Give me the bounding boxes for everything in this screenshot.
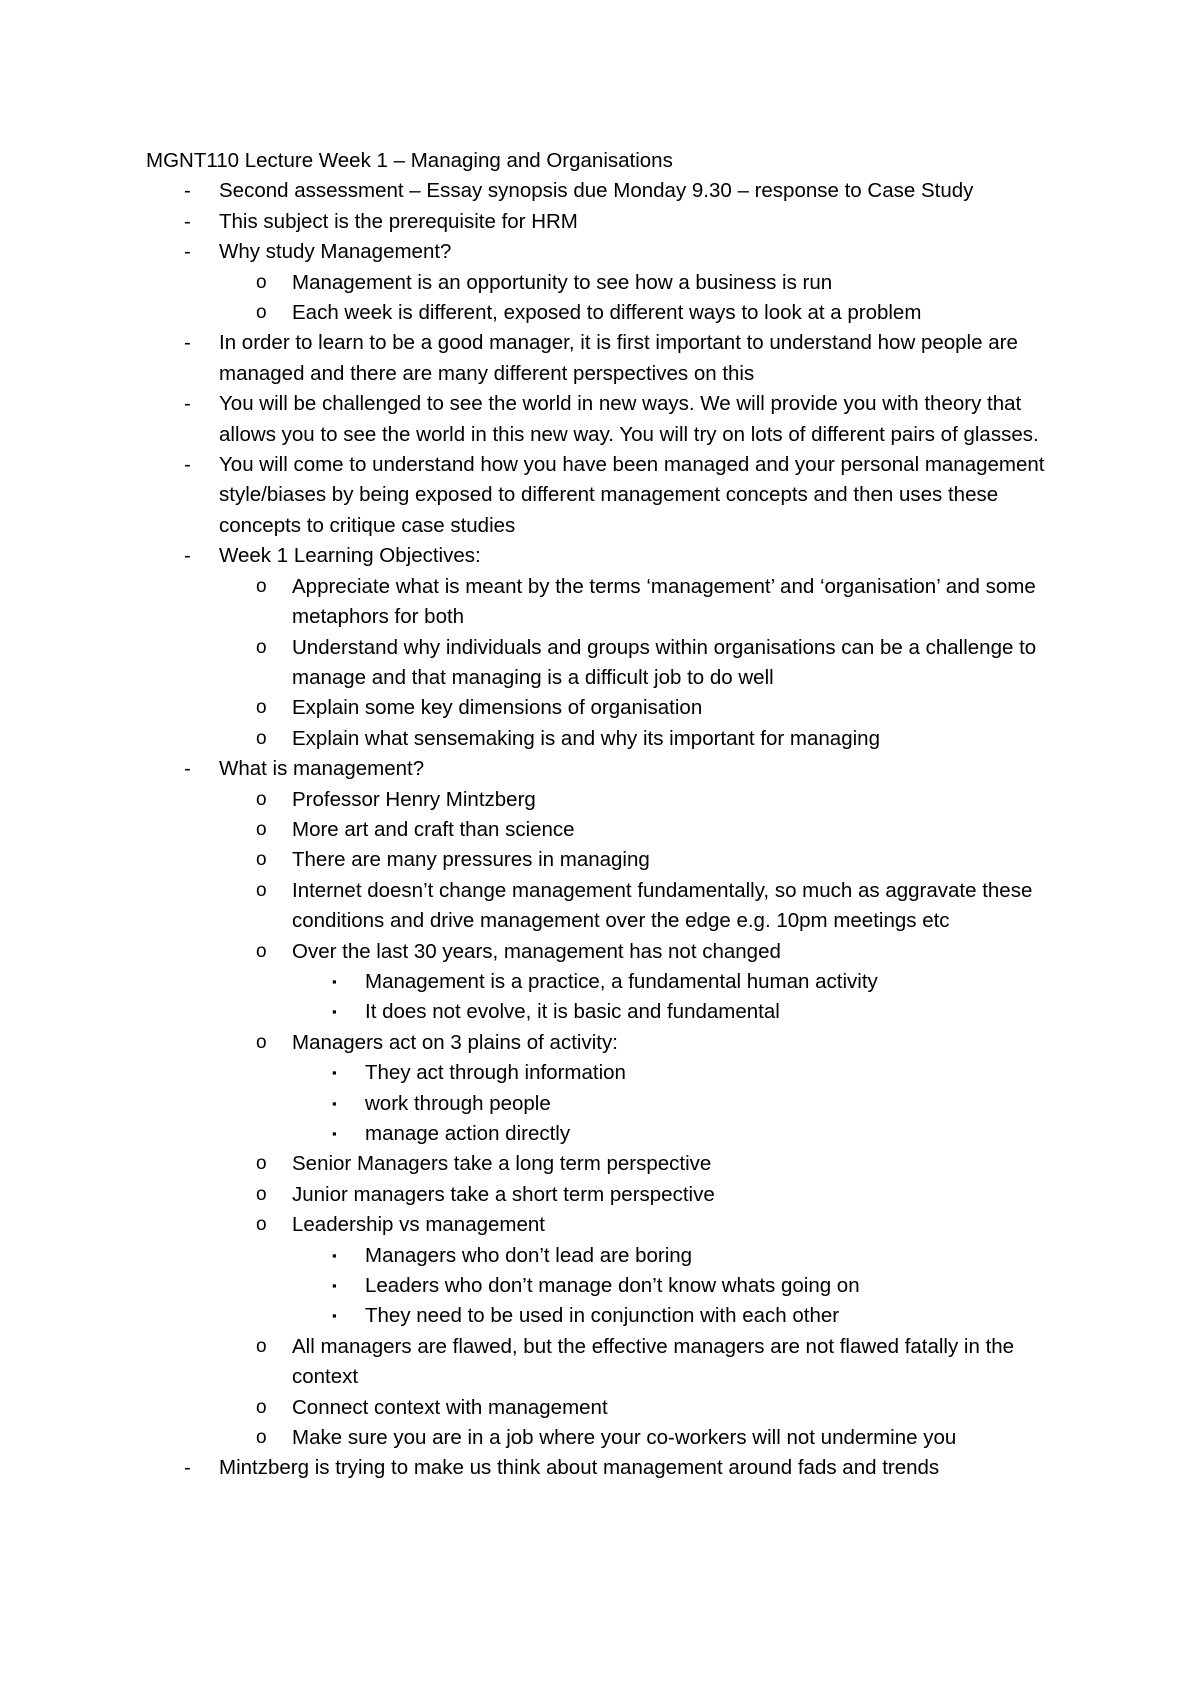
list-item-text: Managers act on 3 plains of activity:: [292, 1030, 618, 1054]
circle-bullet-icon: o: [256, 1183, 267, 1205]
list-item: [146, 1149, 1076, 1179]
list-item: [146, 207, 1076, 237]
circle-bullet-icon: o: [256, 788, 267, 810]
list-item-text: Management is an opportunity to see how a business is run: [292, 270, 833, 294]
list-item-text: Understand why individuals and groups within organisations can be a challenge to manage and that managing is a difficult job to do well: [292, 635, 1037, 689]
square-bullet-icon: ▪: [332, 973, 337, 989]
list-item-text: You will be challenged to see the world in new ways. We will provide you with theory that allows you to see the world in this new way. You will try on lots of different pairs of glasses.: [219, 392, 1039, 446]
circle-bullet-icon: o: [256, 1396, 267, 1418]
list-item-text: They need to be used in conjunction with each other: [365, 1304, 840, 1328]
list-item-text: Connect context with management: [292, 1395, 608, 1419]
list-item-text: There are many pressures in managing: [292, 848, 650, 872]
list-item-text: Managers who don’t lead are boring: [365, 1243, 693, 1267]
circle-bullet-icon: o: [256, 697, 267, 719]
circle-bullet-icon: o: [256, 818, 267, 840]
square-bullet-icon: ▪: [332, 1278, 337, 1294]
list-item-text: Leaders who don’t manage don’t know whats going on: [365, 1274, 860, 1298]
square-bullet-icon: ▪: [332, 1247, 337, 1263]
list-item: [146, 693, 1076, 723]
list-item-text: Management is a practice, a fundamental human activity: [365, 969, 878, 993]
circle-bullet-icon: o: [256, 636, 267, 658]
list-item-text: Appreciate what is meant by the terms ‘management’ and ‘organisation’ and some metaphors for both: [292, 574, 1036, 629]
list-item: [146, 450, 1076, 541]
circle-bullet-icon: o: [256, 1427, 267, 1449]
list-item: [146, 176, 1076, 206]
document-title: MGNT110 Lecture Week 1 – Managing and Organisations: [146, 149, 673, 172]
lecture-notes-list: [146, 176, 1076, 1483]
list-item: [146, 389, 1076, 450]
list-item: [146, 1028, 1076, 1058]
square-bullet-icon: ▪: [332, 1004, 337, 1020]
dash-bullet-icon: -: [184, 1456, 191, 1480]
list-item-text: Week 1 Learning Objectives:: [219, 544, 481, 568]
list-item-text: Mintzberg is trying to make us think about management around fads and trends: [219, 1456, 940, 1480]
square-bullet-icon: ▪: [332, 1126, 337, 1141]
list-item-text: You will come to understand how you have been managed and your personal management style/biases by being exposed to different management concepts and then uses these concepts to critique case studies: [219, 453, 1045, 537]
circle-bullet-icon: o: [256, 1153, 267, 1175]
circle-bullet-icon: o: [256, 879, 267, 901]
dash-bullet-icon: -: [184, 331, 191, 355]
list-item-text: Each week is different, exposed to different ways to look at a problem: [292, 301, 922, 325]
list-item: [146, 1453, 1076, 1483]
square-bullet-icon: ▪: [332, 1308, 337, 1324]
dash-bullet-icon: -: [184, 544, 191, 568]
list-item-text: Second assessment – Essay synopsis due Monday 9.30 – response to Case Study: [219, 179, 974, 203]
list-item: [146, 1271, 1076, 1301]
list-item-text: Explain what sensemaking is and why its important for managing: [292, 726, 880, 750]
list-item-text: Internet doesn’t change management fundamentally, so much as aggravate these conditions and drive management over the edge e.g. 10pm meetings etc: [292, 878, 1033, 933]
list-item-text: Professor Henry Mintzberg: [292, 787, 536, 811]
document-content: [146, 146, 1076, 1484]
circle-bullet-icon: o: [256, 302, 267, 324]
list-item: [146, 1393, 1076, 1423]
list-item-text: Over the last 30 years, management has not changed: [292, 939, 781, 963]
list-item-text: All managers are flawed, but the effective managers are not flawed fatally in the context: [292, 1334, 1015, 1389]
list-item: [146, 541, 1076, 571]
dash-bullet-icon: -: [184, 757, 191, 781]
circle-bullet-icon: o: [256, 1335, 267, 1357]
list-item-text: Junior managers take a short term perspective: [292, 1182, 715, 1206]
list-item: [146, 1332, 1076, 1393]
list-item: [146, 724, 1076, 754]
list-item: [146, 785, 1076, 815]
list-item: [146, 572, 1076, 633]
list-item: [146, 633, 1076, 694]
list-item-text: Leadership vs management: [292, 1213, 545, 1237]
list-item: [146, 937, 1076, 967]
dash-bullet-icon: -: [184, 453, 191, 477]
circle-bullet-icon: o: [256, 575, 267, 597]
list-item-text: Senior Managers take a long term perspective: [292, 1152, 712, 1176]
list-item-text: This subject is the prerequisite for HRM: [219, 209, 578, 233]
list-item: [146, 268, 1076, 298]
dash-bullet-icon: -: [184, 179, 191, 203]
list-item-text: More art and craft than science: [292, 817, 575, 841]
list-item: [146, 1180, 1076, 1210]
list-item: [146, 1119, 1076, 1149]
list-item: [146, 1301, 1076, 1331]
circle-bullet-icon: o: [256, 1214, 267, 1236]
list-item-text: Make sure you are in a job where your co-workers will not undermine you: [292, 1426, 957, 1450]
list-item: [146, 815, 1076, 845]
square-bullet-icon: ▪: [332, 1065, 337, 1081]
circle-bullet-icon: o: [256, 271, 267, 293]
list-item-text: manage action directly: [365, 1122, 571, 1145]
list-item: [146, 1058, 1076, 1088]
list-item: [146, 1423, 1076, 1453]
circle-bullet-icon: o: [256, 1031, 267, 1053]
square-bullet-icon: ▪: [332, 1095, 337, 1111]
list-item: [146, 237, 1076, 267]
dash-bullet-icon: -: [184, 209, 191, 233]
list-item: [146, 1241, 1076, 1271]
list-item: [146, 328, 1076, 389]
list-item-text: Explain some key dimensions of organisation: [292, 696, 703, 720]
list-item-text: They act through information: [365, 1061, 626, 1085]
dash-bullet-icon: -: [184, 392, 191, 416]
list-item-text: What is management?: [219, 757, 425, 781]
list-item-text: It does not evolve, it is basic and fundamental: [365, 1000, 780, 1024]
list-item: [146, 1210, 1076, 1240]
list-item: [146, 997, 1076, 1027]
list-item: [146, 845, 1076, 875]
list-item: [146, 876, 1076, 937]
list-item: [146, 298, 1076, 328]
dash-bullet-icon: -: [184, 240, 191, 264]
list-item-text: work through people: [365, 1091, 551, 1115]
circle-bullet-icon: o: [256, 940, 267, 962]
list-item: [146, 754, 1076, 784]
circle-bullet-icon: o: [256, 727, 267, 749]
list-item: [146, 1089, 1076, 1119]
list-item-text: Why study Management?: [219, 240, 452, 264]
list-item-text: In order to learn to be a good manager, it is first important to understand how people are managed and there are many different perspectives on this: [219, 331, 1018, 385]
list-item: [146, 967, 1076, 997]
circle-bullet-icon: o: [256, 849, 267, 871]
